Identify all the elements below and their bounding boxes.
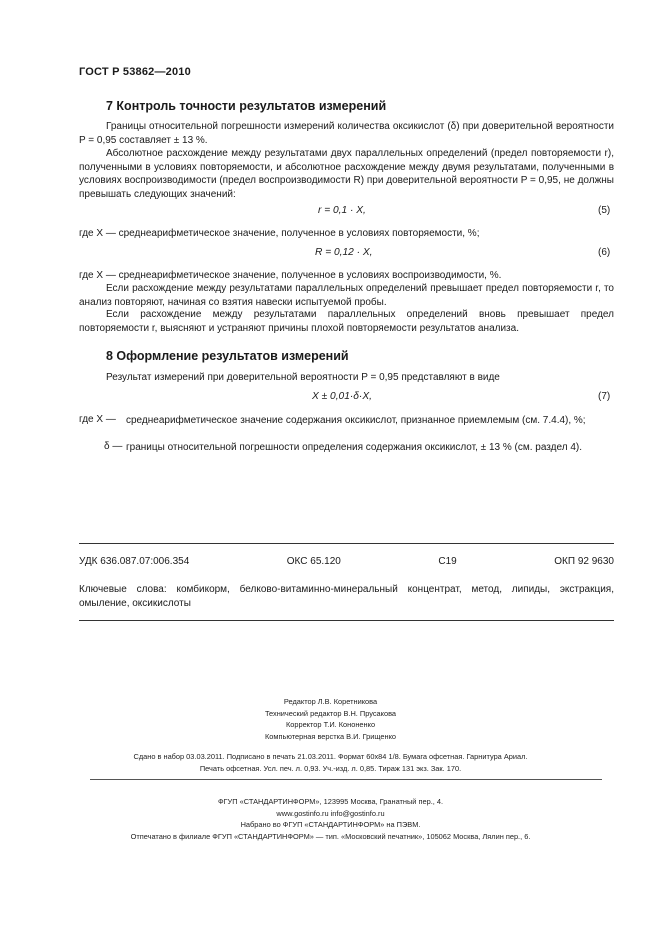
classification-codes [79, 556, 614, 567]
imprint-layout: Компьютерная верстка В.И. Грищенко [264, 732, 397, 741]
s7-paragraph-1: Границы относительной погрешности измерений количества оксикислот (δ) при доверительной вероятности P = 0,95 составляет ± 13 %. [79, 121, 614, 146]
s7-where-6: где X — среднеарифметическое значение, полученное в условиях воспроизводимости, %. [79, 270, 502, 281]
udk-code: УДК 636.087.07:006.354 [79, 556, 190, 567]
equation-7: X ± 0,01·δ·X, [312, 391, 372, 402]
document-header: ГОСТ Р 53862—2010 [79, 66, 191, 78]
s8-where-2-label: δ — [104, 441, 123, 452]
imprint-typeset: Набрано во ФГУП «СТАНДАРТИНФОРМ» на ПЭВМ. [240, 820, 421, 829]
oks-code: ОКС 65.120 [286, 556, 341, 567]
equation-5: r = 0,1 · X, [318, 205, 366, 216]
imprint-tech-editor: Технический редактор В.Н. Прусакова [264, 709, 397, 718]
equation-7-number: (7) [598, 391, 611, 402]
okp-code: ОКП 92 9630 [554, 556, 614, 567]
imprint-print-info: Сдано в набор 03.03.2011. Подписано в печать 21.03.2011. Формат 60x84 1/8. Бумага офсетная. Гарнитура Ариал. [133, 752, 528, 761]
s7-paragraph-3: Если расхождение между результатами параллельных определений превышает предел повторяемости r, то анализ повторяют, начиная со взятия навески испытуемой пробы. [79, 283, 614, 308]
equation-6-number: (6) [598, 247, 611, 258]
equation-6: R = 0,12 · X, [315, 247, 373, 258]
imprint-print-details: Печать офсетная. Усл. печ. л. 0,93. Уч.-изд. л. 0,85. Тираж 131 экз. Зак. 170. [199, 764, 462, 773]
section-8-title: 8 Оформление результатов измерений [106, 349, 349, 363]
imprint-web: www.gostinfo.ru info@gostinfo.ru [276, 809, 385, 818]
s8-where-1-label: где X — [79, 414, 116, 425]
codes-bottom-rule [79, 620, 614, 621]
imprint-corrector: Корректор Т.И. Кононенко [285, 720, 376, 729]
s8-where-2-text: границы относительной погрешности определения содержания оксикислот, ± 13 % (см. раздел 4). [126, 442, 582, 453]
imprint-rule [90, 779, 602, 780]
equation-5-number: (5) [598, 205, 611, 216]
section-7-title: 7 Контроль точности результатов измерений [106, 99, 387, 113]
s8-where-1-text: среднеарифметическое значение содержания оксикислот, признанное приемлемым (см. 7.4.4), %; [126, 415, 586, 426]
keywords: Ключевые слова: комбикорм, белково-витаминно-минеральный концентрат, метод, липиды, экстракция, омыление, оксикислоты [79, 584, 614, 609]
imprint-editor: Редактор Л.В. Коретникова [283, 697, 378, 706]
s8-paragraph-1: Результат измерений при доверительной вероятности P = 0,95 представляют в виде [106, 372, 500, 383]
s7-where-5: где X — среднеарифметическое значение, полученное в условиях повторяемости, %; [79, 228, 480, 239]
codes-top-rule [79, 543, 614, 544]
imprint-publisher: ФГУП «СТАНДАРТИНФОРМ», 123995 Москва, Гранатный пер., 4. [217, 797, 444, 806]
s7-paragraph-4: Если расхождение между результатами параллельных определений вновь превышает предел повторяемости r, выясняют и устраняют причины плохой повторяемости результатов анализа. [79, 309, 614, 334]
imprint-printed: Отпечатано в филиале ФГУП «СТАНДАРТИНФОРМ» — тип. «Московский печатник», 105062 Москва, Лялин пер., 6. [130, 832, 531, 841]
c-code: С19 [438, 556, 457, 567]
s7-paragraph-2: Абсолютное расхождение между результатами двух параллельных определений (предел повторяемости r), полученными в условиях повторяемости, и абсолютное расхождение между двумя результатами, полученными в условиях воспроизводимости (предел воспроизводимости R) при доверительной вероятности P = 0,95, не должны превышать следующих значений: [79, 148, 614, 200]
